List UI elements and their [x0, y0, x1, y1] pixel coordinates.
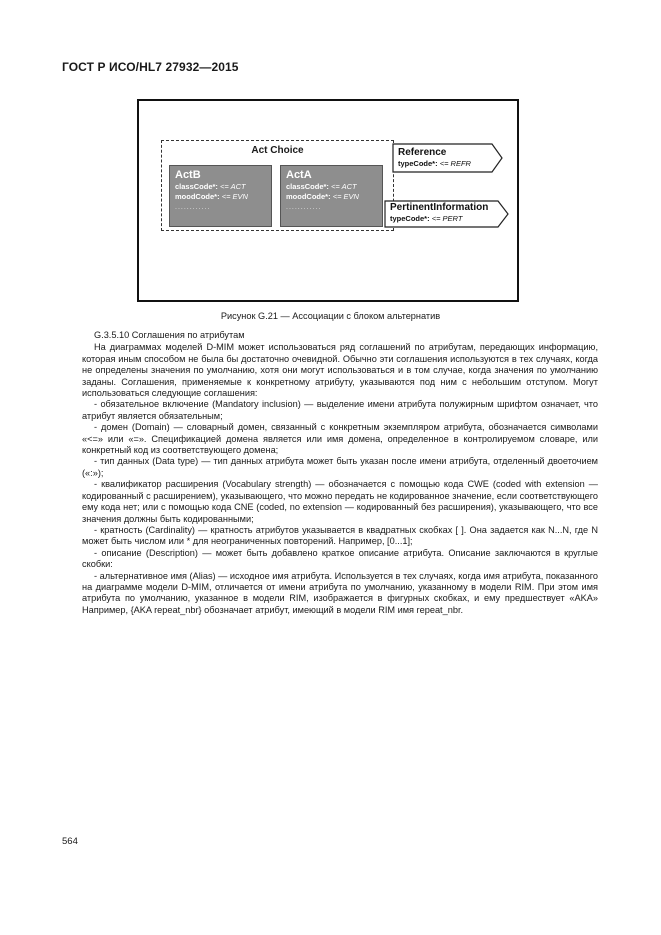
pertinent-information-arrow [384, 200, 510, 228]
class-name: ActA [286, 169, 312, 181]
paragraph: - домен (Domain) — словарный домен, связанный с конкретным экземпляром атрибута, обозначается символами «<=» или «=». Спецификацией домена является или имя домена, определенное в контролируемом словаре, или конкретный код из соответствующего домена; [82, 422, 598, 456]
arrow-label: PertinentInformation typeCode*: <= PERT [390, 202, 489, 223]
paragraph: - кратность (Cardinality) — кратность атрибутов указывается в квадратных скобках [ ]. Она задается как N...N, где N может быть числом или * для неограниченных повторений. Например, [0...1]; [82, 524, 598, 547]
paragraph: - обязательное включение (Mandatory inclusion) — выделение имени атрибута полужирным шрифтом означает, что атрибут является обязательным; [82, 399, 598, 421]
arrow-title: PertinentInformation [390, 202, 489, 213]
act-choice-box [161, 140, 394, 231]
class-attr-classcode: classCode*: <= ACT [286, 182, 357, 191]
act-choice-title: Act Choice [251, 145, 304, 156]
paragraph: На диаграммах моделей D-MIM может использоваться ряд соглашений по атрибутам, передающих информацию, которая иным способом не была бы достаточно очевидной. Обычно эти соглашения используются в тех случаях, когда не определены значения по умолчанию, хотя они могут использоваться и в том случае, когда значения по умолчанию заданы. Соглашения, применяемые к конкретному атрибуту, указываются под ним с небольшим отступом. Могут использоваться следующие соглашения: [82, 342, 598, 399]
reference-arrow [392, 143, 504, 173]
class-actb [169, 165, 272, 227]
class-attr-classcode: classCode*: <= ACT [175, 182, 246, 191]
class-dots: ............ [175, 204, 211, 211]
paragraph: - описание (Description) — может быть добавлено краткое описание атрибута. Описание заключаются в круглые скобки: [82, 547, 598, 570]
paragraph: - альтернативное имя (Alias) — исходное имя атрибута. Используется в тех случаях, когда имя атрибута, показанного на диаграмме модели D-MIM, отличается от имени атрибута по умолчанию, указанному в модели RIM. При этом имя атрибута по умолчанию, указанное в модели RIM, изображается в фигурных скобках, и ему предшествует «AKA» Например, {AKA repeat_nbr} обозначает атрибут, имеющий в модели RIM имя repeat_nbr. [82, 570, 598, 615]
class-acta [280, 165, 383, 227]
document-header: ГОСТ Р ИСО/HL7 27932—2015 [62, 60, 239, 74]
diagram-frame [137, 99, 519, 302]
body-text [82, 330, 598, 616]
class-name: ActB [175, 169, 201, 181]
paragraph: - квалификатор расширения (Vocabulary strength) — обозначается с помощью кода CWE (coded with extension — кодированный с расширением), указывающего, что можно передать не кодированное значение, если соответствующего ему кода нет; или с помощью кода CNE (coded, no extension — кодированный без расширения), указывающего, что все значения должны быть кодированными; [82, 479, 598, 524]
page-number: 564 [62, 836, 78, 847]
figure-caption: Рисунок G.21 — Ассоциации с блоком альтернатив [220, 311, 441, 321]
class-attr-moodcode: moodCode*: <= EVN [286, 192, 359, 201]
class-dots: ............ [286, 204, 322, 211]
paragraph: - тип данных (Data type) — тип данных атрибута может быть указан после имени атрибута, отделенный двоеточием («:»); [82, 456, 598, 478]
arrow-title: Reference [398, 147, 447, 158]
class-attr-moodcode: moodCode*: <= EVN [175, 192, 248, 201]
section-heading: G.3.5.10 Соглашения по атрибутам [94, 330, 245, 340]
arrow-label: Reference typeCode*: <= REFR [398, 147, 471, 168]
